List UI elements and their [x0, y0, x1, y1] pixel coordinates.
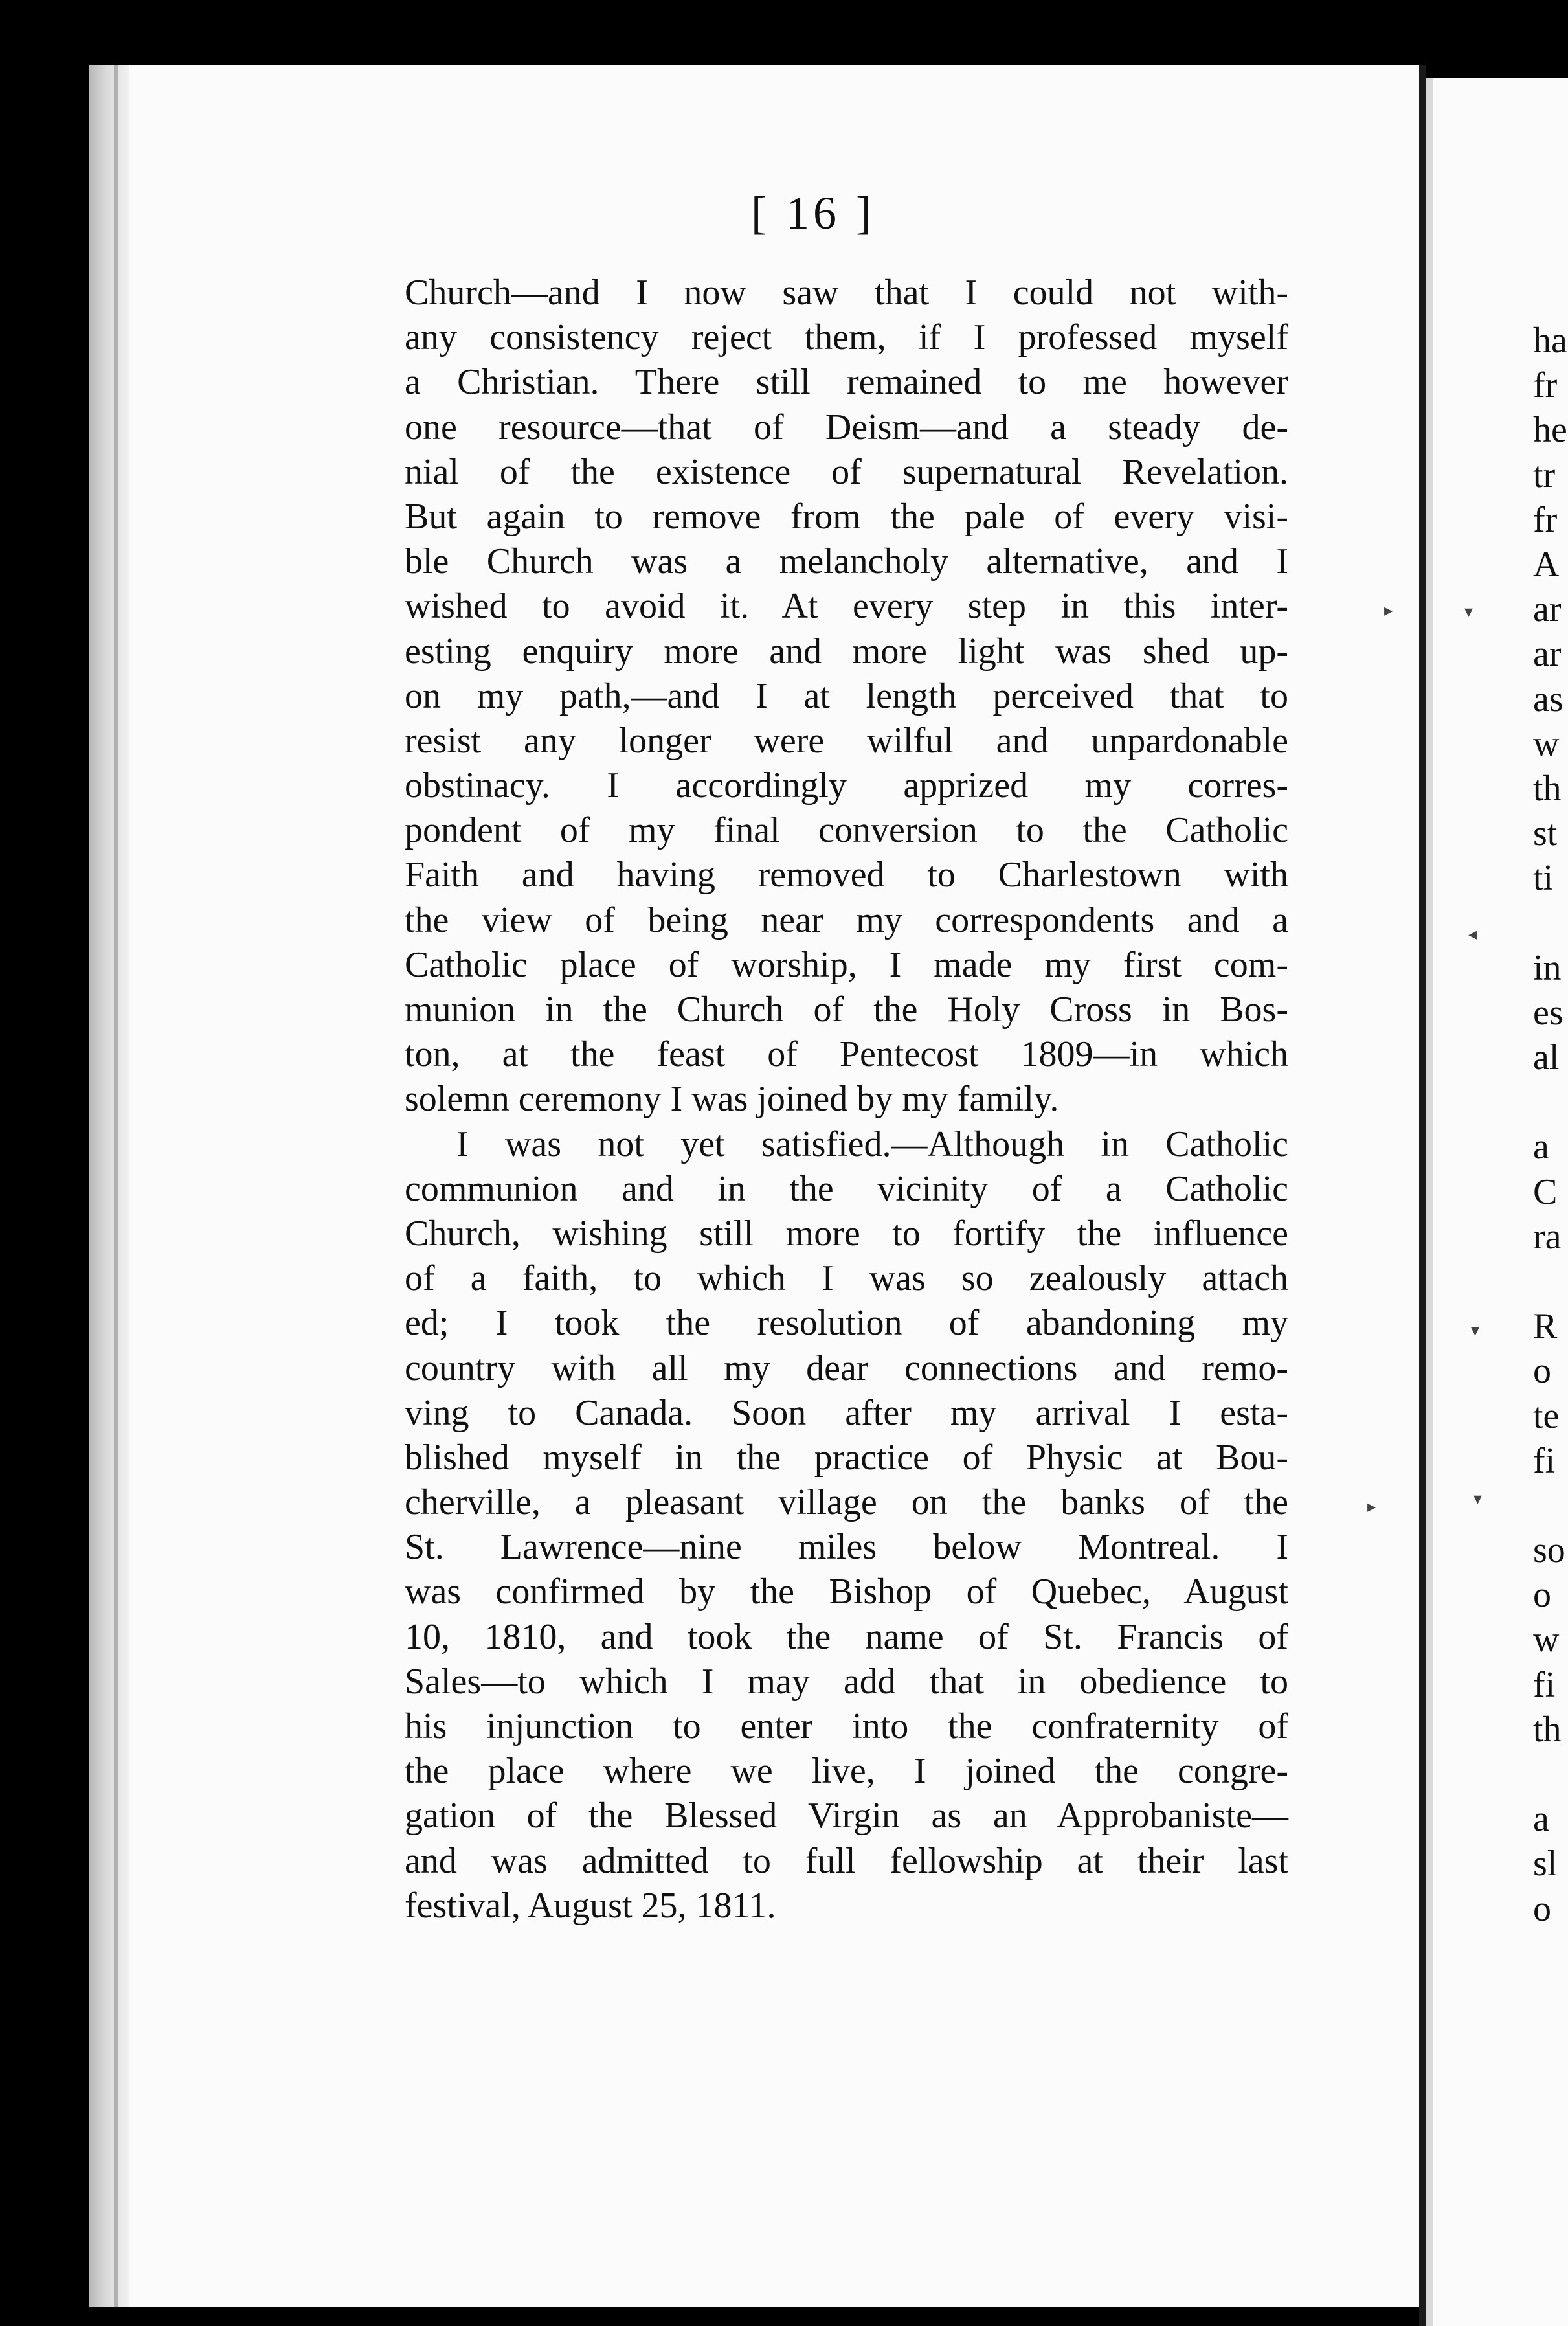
text-line: Sales—to which I may add that in obedience to — [405, 1661, 1288, 1702]
facing-page-fragment: fi — [1533, 1664, 1556, 1705]
text-line: on my path,—and I at length perceived that to — [405, 675, 1288, 716]
fragment-gap — [1533, 1259, 1568, 1304]
text-line: 10, 1810, and took the name of St. Francis of — [405, 1616, 1288, 1657]
facing-page-fragment: he — [1533, 410, 1567, 451]
right-page-shadow — [1426, 78, 1433, 2326]
facing-page-fragment: fi — [1533, 1440, 1556, 1481]
fragment-gap — [1533, 1080, 1568, 1125]
scan-speck: ▸ — [1384, 601, 1393, 620]
text-line: a Christian. There still remained to me however — [405, 362, 1288, 403]
text-line: the place where we live, I joined the congre- — [405, 1751, 1288, 1792]
text-line: communion and in the vicinity of a Catholic — [405, 1168, 1288, 1209]
text-line: gation of the Blessed Virgin as an Approbaniste— — [405, 1796, 1288, 1836]
fragment-gap — [1533, 1484, 1568, 1528]
text-line: festival, August 25, 1811. — [405, 1885, 776, 1926]
text-line: Faith and having removed to Charlestown with — [405, 855, 1288, 896]
facing-page-fragment: th — [1533, 1709, 1562, 1750]
text-line: ton, at the feast of Pentecost 1809—in which — [405, 1034, 1288, 1075]
text-line: of a faith, to which I was so zealously attach — [405, 1258, 1288, 1299]
text-line: Catholic place of worship, I made my first com- — [405, 944, 1288, 985]
facing-page-fragment: o — [1533, 1575, 1551, 1616]
facing-page-fragment: st — [1533, 813, 1558, 854]
text-line: ed; I took the resolution of abandoning my — [405, 1303, 1288, 1344]
facing-page-fragment: ti — [1533, 858, 1554, 899]
scan-speck: ▾ — [1471, 1321, 1480, 1340]
facing-page-fragment: te — [1533, 1395, 1560, 1436]
text-line: cherville, a pleasant village on the banks of the — [405, 1482, 1288, 1523]
text-line: was confirmed by the Bishop of Quebec, August — [405, 1572, 1288, 1612]
text-line: But again to remove from the pale of every visi- — [405, 496, 1288, 537]
text-line: Church, wishing still more to fortify the influence — [405, 1213, 1288, 1254]
facing-page-fragment: in — [1533, 947, 1562, 988]
facing-page-fragment: sl — [1533, 1844, 1558, 1884]
text-line: and was admitted to full fellowship at their last — [405, 1840, 1288, 1881]
text-line: ble Church was a melancholy alternative, and I — [405, 541, 1288, 582]
text-line: any consistency reject them, if I professed myself — [405, 317, 1288, 358]
facing-page-fragment: C — [1533, 1171, 1558, 1212]
facing-page-fragment: ha — [1533, 321, 1567, 361]
book-gutter — [1419, 65, 1426, 2326]
page-edge-line — [114, 65, 118, 2307]
text-line: esting enquiry more and more light was shed up- — [405, 631, 1288, 672]
scan-speck: ◂ — [1468, 925, 1477, 943]
facing-page-fragment: A — [1533, 544, 1560, 585]
facing-page-fragment: so — [1533, 1530, 1565, 1571]
facing-page-fragment: R — [1533, 1306, 1558, 1347]
facing-page-fragment: ra — [1533, 1216, 1562, 1257]
facing-page-fragment: a — [1533, 1127, 1549, 1168]
fragment-gap — [1533, 1752, 1568, 1797]
text-line: country with all my dear connections and remo- — [405, 1348, 1288, 1388]
scan-speck: ▾ — [1464, 602, 1473, 621]
text-line: St. Lawrence—nine miles below Montreal. I — [405, 1527, 1288, 1568]
facing-page-fragment: w — [1533, 1620, 1560, 1660]
text-line: resist any longer were wilful and unpardonable — [405, 720, 1288, 761]
text-line: ving to Canada. Soon after my arrival I esta- — [405, 1392, 1288, 1433]
facing-page-fragment: al — [1533, 1037, 1560, 1078]
facing-page-fragment: o — [1533, 1351, 1551, 1392]
facing-page-fragment: th — [1533, 768, 1562, 809]
facing-page-fragment: ar — [1533, 634, 1562, 675]
text-line: I was not yet satisfied.—Although in Catholic — [456, 1123, 1288, 1164]
facing-page-fragment: fr — [1533, 499, 1558, 540]
text-line: nial of the existence of supernatural Revelation. — [405, 451, 1288, 492]
facing-page-fragment: o — [1533, 1888, 1551, 1929]
text-line: the view of being near my correspondents and a — [405, 899, 1288, 940]
facing-page-fragment: w — [1533, 723, 1560, 764]
facing-page-fragment: es — [1533, 992, 1563, 1033]
text-line: Church—and I now saw that I could not with- — [405, 273, 1288, 313]
body-text — [405, 271, 1288, 1928]
text-line: his injunction to enter into the confraternity of — [405, 1706, 1288, 1746]
text-line: obstinacy. I accordingly apprized my corres- — [405, 765, 1288, 806]
text-line: blished myself in the practice of Physic at Bou- — [405, 1437, 1288, 1478]
fragment-gap — [1533, 901, 1568, 945]
page-edge-shading — [89, 65, 129, 2307]
text-line: pondent of my final conversion to the Catholic — [405, 810, 1288, 851]
page-number: [ 16 ] — [751, 187, 875, 239]
text-line: one resource—that of Deism—and a steady de- — [405, 407, 1288, 447]
scan-speck: ▸ — [1367, 1497, 1376, 1516]
facing-page-fragment: tr — [1533, 455, 1556, 495]
facing-page-fragment: ar — [1533, 589, 1562, 630]
facing-page-fragments — [1533, 319, 1568, 1932]
text-line: munion in the Church of the Holy Cross in Bos- — [405, 989, 1288, 1030]
text-line: wished to avoid it. At every step in this inter- — [405, 586, 1288, 627]
text-line: solemn ceremony I was joined by my family. — [405, 1079, 1059, 1120]
facing-page-fragment: fr — [1533, 365, 1558, 406]
facing-page-fragment: as — [1533, 679, 1563, 719]
scan-speck: ▾ — [1473, 1489, 1483, 1508]
facing-page-fragment: a — [1533, 1799, 1549, 1840]
